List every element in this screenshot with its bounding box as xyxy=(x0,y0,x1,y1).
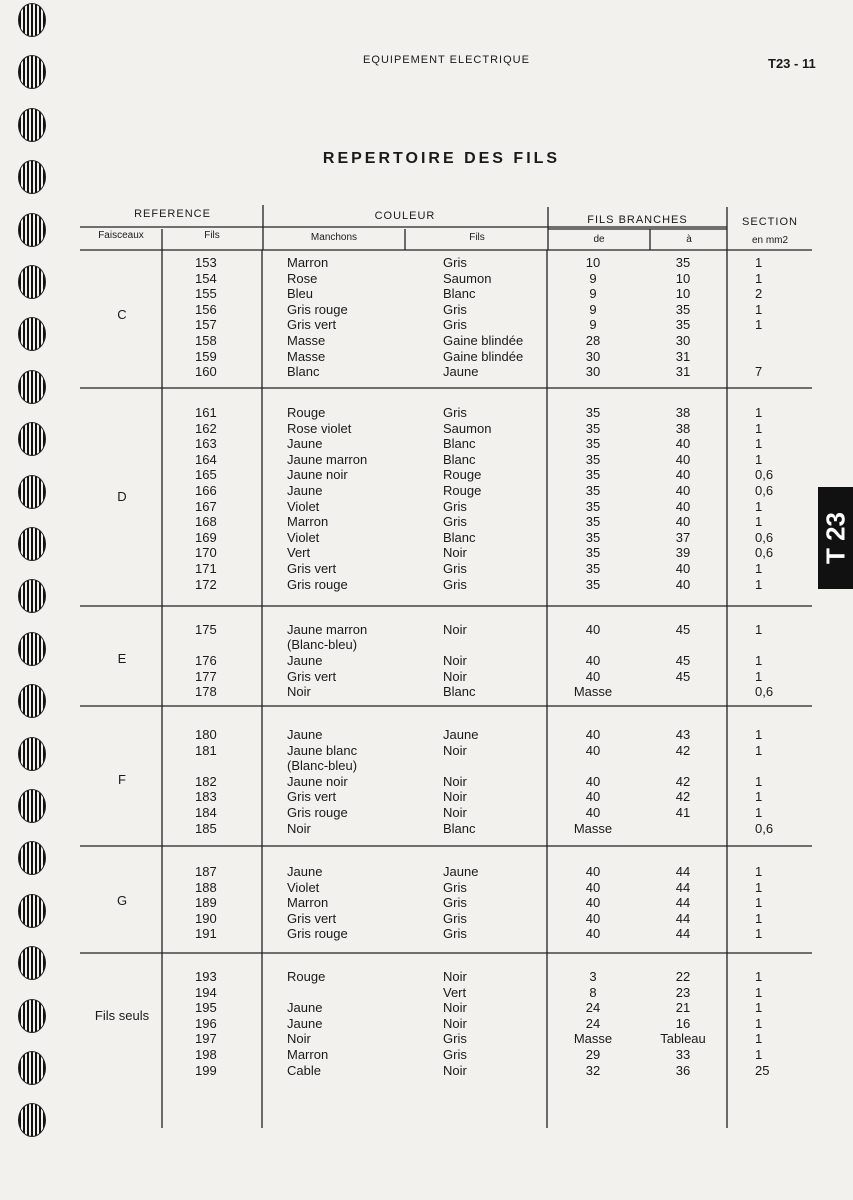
cell-de: 24 xyxy=(585,1000,601,1016)
cell-a: 22 xyxy=(675,969,691,984)
cell-fil: 176 xyxy=(195,653,217,669)
cell-fils: Gris xyxy=(443,879,467,895)
cell-section: 1 xyxy=(755,969,763,984)
cell-de: 10 xyxy=(585,255,601,270)
cell-fils: Gris xyxy=(443,498,467,514)
cell-fils: Gaine blindée xyxy=(443,348,524,364)
cell-manchon: Bleu xyxy=(287,286,314,302)
cell-fil: 190 xyxy=(195,910,217,926)
cell-section: 1 xyxy=(755,984,763,1000)
cell-fil: 198 xyxy=(195,1047,217,1062)
cell-fils: Noir xyxy=(443,1062,467,1078)
cell-section: 1 xyxy=(755,653,763,669)
header-section-unit: en mm2 xyxy=(751,235,789,246)
cell-fil: 170 xyxy=(195,545,217,561)
header-reference: REFERENCE xyxy=(134,208,211,220)
header-a: à xyxy=(686,234,692,245)
cell-a: 40 xyxy=(675,467,691,483)
cell-a: 33 xyxy=(675,1047,691,1062)
cell-a: 40 xyxy=(675,451,691,467)
cell-section: 25 xyxy=(755,1062,770,1078)
cell-fil: 163 xyxy=(195,436,217,452)
cell-de: 9 xyxy=(589,286,597,302)
cell-de: 40 xyxy=(585,773,601,789)
cell-fil: 167 xyxy=(195,498,217,514)
cell-fil: 196 xyxy=(195,1015,217,1031)
cell-manchon: Jaune xyxy=(287,1000,323,1016)
cell-section: 1 xyxy=(755,864,763,879)
header-section: SECTION xyxy=(742,216,798,228)
cell-fil: 185 xyxy=(195,820,217,836)
cell-section: 1 xyxy=(755,727,763,742)
cell-section: 1 xyxy=(755,1047,763,1062)
cell-manchon: Gris vert xyxy=(287,668,337,684)
cell-section: 1 xyxy=(755,317,763,333)
cell-section: 1 xyxy=(755,498,763,514)
cell-fil: 191 xyxy=(195,926,217,942)
cell-fils: Gaine blindée xyxy=(443,333,524,348)
cell-de: 40 xyxy=(585,895,601,911)
cell-fils: Blanc xyxy=(443,286,476,302)
cell-fils: Noir xyxy=(443,789,467,805)
cell-fil: 197 xyxy=(195,1031,217,1047)
cell-fils: Gris xyxy=(443,514,467,530)
cell-de: 40 xyxy=(585,789,601,805)
cell-section: 1 xyxy=(755,451,763,467)
group-label: E xyxy=(117,651,127,666)
cell-manchon: Violet xyxy=(287,498,320,514)
header-fils-ref: Fils xyxy=(204,230,220,241)
cell-a: Tableau xyxy=(660,1031,706,1047)
cell-fils: Noir xyxy=(443,742,467,758)
header-faisceaux: Faisceaux xyxy=(98,230,144,241)
cell-de: 9 xyxy=(589,270,597,286)
cell-de: 8 xyxy=(589,984,597,1000)
cell-a: 45 xyxy=(675,622,691,637)
cell-fil: 189 xyxy=(195,895,217,911)
cell-section: 0,6 xyxy=(755,820,774,836)
cell-manchon: Jaune xyxy=(287,653,323,669)
cell-manchon: Gris vert xyxy=(287,910,337,926)
cell-fil: 162 xyxy=(195,420,217,436)
cell-fil: 183 xyxy=(195,789,217,805)
cell-a: 42 xyxy=(675,789,691,805)
chapter-tab-label: T 23 xyxy=(820,511,850,565)
cell-de: 30 xyxy=(585,348,601,364)
cell-fils: Gris xyxy=(443,910,467,926)
group-label: F xyxy=(118,771,126,787)
cell-fils: Blanc xyxy=(443,820,476,836)
cell-a: 37 xyxy=(675,529,691,545)
header-fils-couleur: Fils xyxy=(469,232,485,243)
cell-manchon: Gris vert xyxy=(287,561,337,576)
cell-fil: 157 xyxy=(195,317,217,333)
cell-fil: 181 xyxy=(195,742,217,758)
cell-a: 36 xyxy=(675,1062,691,1078)
cell-fil: 153 xyxy=(195,255,217,270)
cell-section: 0,6 xyxy=(755,529,774,545)
cell-fil: 172 xyxy=(195,576,217,592)
cell-de: Masse xyxy=(573,820,613,836)
cell-a: 30 xyxy=(675,333,691,348)
cell-manchon: Rouge xyxy=(287,969,326,984)
cell-fils: Saumon xyxy=(443,420,492,436)
cell-manchon: Masse xyxy=(287,348,326,364)
cell-de: 40 xyxy=(585,926,601,942)
cell-section: 1 xyxy=(755,879,763,895)
cell-a: 39 xyxy=(675,545,691,561)
cell-manchon: Jaune xyxy=(287,727,323,742)
cell-section: 1 xyxy=(755,622,763,637)
cell-section: 1 xyxy=(755,926,763,942)
cell-de: 40 xyxy=(585,910,601,926)
cell-fil: 168 xyxy=(195,514,217,530)
cell-fils: Noir xyxy=(443,805,467,820)
cell-de: 35 xyxy=(585,420,601,436)
cell-manchon: Cable xyxy=(287,1062,321,1078)
cell-fil: 156 xyxy=(195,301,217,317)
cell-a: 31 xyxy=(675,364,691,380)
cell-manchon: Blanc xyxy=(287,364,320,380)
cell-fil: 175 xyxy=(195,622,217,637)
cell-a: 40 xyxy=(675,483,691,498)
cell-fils: Gris xyxy=(443,301,467,317)
cell-a: 10 xyxy=(675,270,691,286)
cell-section: 1 xyxy=(755,270,763,286)
cell-section: 0,6 xyxy=(755,545,774,561)
cell-a: 38 xyxy=(675,405,691,420)
cell-de: 40 xyxy=(585,653,601,669)
cell-fil: 195 xyxy=(195,1000,217,1016)
cell-a: 35 xyxy=(675,301,691,317)
cell-de: 32 xyxy=(585,1062,601,1078)
cell-section: 1 xyxy=(755,420,763,436)
cell-fils: Rouge xyxy=(443,467,482,483)
cell-a: 42 xyxy=(675,742,691,758)
cell-fils: Gris xyxy=(443,255,467,270)
cell-fils: Gris xyxy=(443,317,467,333)
cell-a: 10 xyxy=(675,286,691,302)
page-title: REPERTOIRE DES FILS xyxy=(322,150,561,167)
header-fils-branches: FILS BRANCHES xyxy=(587,214,688,226)
cell-section: 1 xyxy=(755,436,763,452)
cell-a: 16 xyxy=(675,1015,691,1031)
cell-fils: Noir xyxy=(443,545,467,561)
cell-fils: Blanc xyxy=(443,529,476,545)
cell-fils: Noir xyxy=(443,969,467,984)
group-label: G xyxy=(116,893,128,908)
cell-section: 1 xyxy=(755,1031,763,1047)
cell-de: 35 xyxy=(585,561,601,576)
cell-a: 44 xyxy=(675,895,691,911)
cell-a: 35 xyxy=(675,317,691,333)
cell-fils: Gris xyxy=(443,561,467,576)
cell-section: 1 xyxy=(755,789,763,805)
cell-de: 40 xyxy=(585,622,601,637)
cell-section: 1 xyxy=(755,301,763,317)
cell-fils: Jaune xyxy=(443,727,479,742)
cell-fil: 154 xyxy=(195,270,217,286)
cell-manchon: Jaune xyxy=(287,436,323,452)
cell-fil: 169 xyxy=(195,529,217,545)
cell-fils: Gris xyxy=(443,895,467,911)
cell-fil: 158 xyxy=(195,333,217,348)
cell-a: 44 xyxy=(675,910,691,926)
group-label: C xyxy=(117,307,127,323)
cell-section: 1 xyxy=(755,910,763,926)
cell-fil: 193 xyxy=(195,969,217,984)
group-label: D xyxy=(117,488,127,504)
cell-manchon: Rose xyxy=(287,270,318,286)
cell-fils: Noir xyxy=(443,1000,467,1016)
cell-de: 35 xyxy=(585,545,601,561)
cell-a: 35 xyxy=(675,255,691,270)
cell-fil: 164 xyxy=(195,451,217,467)
header-manchons: Manchons xyxy=(310,232,358,243)
cell-fils: Noir xyxy=(443,773,467,789)
cell-manchon: Gris rouge xyxy=(287,301,348,317)
cell-de: 30 xyxy=(585,364,601,380)
cell-section: 1 xyxy=(755,895,763,911)
cell-a: 40 xyxy=(675,561,691,576)
cell-a: 45 xyxy=(675,668,691,684)
cell-section: 1 xyxy=(755,805,763,820)
cell-manchon: Rose violet xyxy=(287,420,352,436)
cell-de: Masse xyxy=(573,1031,613,1047)
cell-manchon: Marron xyxy=(287,255,329,270)
cell-manchon: Noir xyxy=(287,820,311,836)
cell-de: 35 xyxy=(585,498,601,514)
cell-a: 44 xyxy=(675,864,691,879)
cell-manchon: Gris rouge xyxy=(287,576,348,592)
cell-section: 0,6 xyxy=(755,684,774,700)
cell-manchon: Gris rouge xyxy=(287,805,348,820)
cell-manchon: Jaune marron xyxy=(287,451,368,467)
cell-de: 40 xyxy=(585,727,601,742)
cell-a: 45 xyxy=(675,653,691,669)
cell-manchon: Vert xyxy=(287,545,311,561)
cell-de: 35 xyxy=(585,436,601,452)
header-couleur: COULEUR xyxy=(374,210,436,222)
cell-manchon: Marron xyxy=(287,514,329,530)
cell-de: 35 xyxy=(585,576,601,592)
cell-manchon: Jaune blanc (Blanc-bleu) xyxy=(287,742,358,773)
cell-de: 9 xyxy=(589,317,597,333)
cell-fils: Rouge xyxy=(443,483,482,498)
cell-a: 23 xyxy=(675,984,691,1000)
cell-a: 40 xyxy=(675,576,691,592)
cell-fils: Noir xyxy=(443,1015,467,1031)
cell-section: 7 xyxy=(755,364,763,380)
cell-de: 9 xyxy=(589,301,597,317)
cell-fil: 187 xyxy=(195,864,217,879)
cell-section: 1 xyxy=(755,514,763,530)
cell-a: 40 xyxy=(675,498,691,514)
cell-fil: 182 xyxy=(195,773,217,789)
cell-manchon: Violet xyxy=(287,529,320,545)
cell-manchon: Jaune noir xyxy=(287,467,348,483)
cell-fils: Saumon xyxy=(443,270,492,286)
cell-de: 29 xyxy=(585,1047,601,1062)
cell-de: 40 xyxy=(585,742,601,758)
cell-manchon: Violet xyxy=(287,879,320,895)
cell-de: 40 xyxy=(585,879,601,895)
cell-manchon: Jaune xyxy=(287,483,323,498)
cell-fils: Gris xyxy=(443,926,467,942)
cell-de: 35 xyxy=(585,451,601,467)
cell-section: 1 xyxy=(755,561,763,576)
cell-section: 1 xyxy=(755,405,763,420)
header-de: de xyxy=(593,234,605,245)
cell-section: 0,6 xyxy=(755,483,774,498)
cell-fils: Noir xyxy=(443,622,467,637)
cell-de: 3 xyxy=(589,969,597,984)
cell-fils: Gris xyxy=(443,1031,467,1047)
cell-a: 40 xyxy=(675,436,691,452)
cell-fil: 165 xyxy=(195,467,217,483)
cell-section: 0,6 xyxy=(755,467,774,483)
cell-fil: 166 xyxy=(195,483,217,498)
cell-section: 1 xyxy=(755,255,763,270)
cell-fil: 171 xyxy=(195,561,217,576)
cell-fil: 184 xyxy=(195,805,217,820)
cell-section: 1 xyxy=(755,1000,763,1016)
cell-manchon: Noir xyxy=(287,684,311,700)
cell-manchon: Marron xyxy=(287,1047,329,1062)
cell-de: 35 xyxy=(585,529,601,545)
cell-fil: 160 xyxy=(195,364,217,380)
cell-fils: Gris xyxy=(443,1047,467,1062)
cell-fils: Gris xyxy=(443,576,467,592)
page-reference: T23 - 11 xyxy=(768,56,816,71)
cell-de: 28 xyxy=(585,333,601,348)
cell-manchon: Jaune marron (Blanc-bleu) xyxy=(287,622,368,652)
cell-de: 40 xyxy=(585,805,601,820)
cell-fils: Jaune xyxy=(443,364,479,380)
cell-fil: 194 xyxy=(195,984,217,1000)
cell-section: 1 xyxy=(755,1015,763,1031)
cell-a: 42 xyxy=(675,773,691,789)
cell-de: 40 xyxy=(585,668,601,684)
group-label: Fils seuls xyxy=(94,1007,150,1023)
cell-manchon: Marron xyxy=(287,895,329,911)
cell-manchon: Gris vert xyxy=(287,317,337,333)
cell-de: Masse xyxy=(573,684,613,700)
cell-fils: Jaune xyxy=(443,864,479,879)
cell-de: 24 xyxy=(585,1015,601,1031)
cell-manchon: Jaune xyxy=(287,864,323,879)
cell-fils: Blanc xyxy=(443,436,476,452)
cell-fil: 177 xyxy=(195,668,217,684)
cell-a: 41 xyxy=(675,805,691,820)
cell-fil: 188 xyxy=(195,879,217,895)
cell-fils: Blanc xyxy=(443,684,476,700)
cell-de: 35 xyxy=(585,405,601,420)
cell-manchon: Rouge xyxy=(287,405,326,420)
cell-section: 1 xyxy=(755,773,763,789)
cell-a: 38 xyxy=(675,420,691,436)
cell-section: 1 xyxy=(755,668,763,684)
cell-fils: Noir xyxy=(443,668,467,684)
cell-manchon: Masse xyxy=(287,333,326,348)
cell-fil: 199 xyxy=(195,1062,217,1078)
cell-manchon: Gris rouge xyxy=(287,926,348,942)
cell-fil: 159 xyxy=(195,348,217,364)
cell-a: 21 xyxy=(675,1000,691,1016)
cell-manchon: Gris vert xyxy=(287,789,337,805)
cell-fils: Vert xyxy=(443,984,467,1000)
cell-manchon: Noir xyxy=(287,1031,311,1047)
cell-manchon: Jaune xyxy=(287,1015,323,1031)
cell-fils: Noir xyxy=(443,653,467,669)
cell-a: 31 xyxy=(675,348,691,364)
cell-de: 35 xyxy=(585,514,601,530)
cell-a: 43 xyxy=(675,727,691,742)
cell-a: 44 xyxy=(675,926,691,942)
cell-fils: Gris xyxy=(443,405,467,420)
cell-fils: Blanc xyxy=(443,451,476,467)
cell-de: 35 xyxy=(585,467,601,483)
cell-section: 2 xyxy=(755,286,763,302)
cell-a: 44 xyxy=(675,879,691,895)
cell-fil: 178 xyxy=(195,684,217,700)
section-title: EQUIPEMENT ELECTRIQUE xyxy=(363,54,530,66)
cell-a: 40 xyxy=(675,514,691,530)
cell-fil: 155 xyxy=(195,286,217,302)
cell-de: 40 xyxy=(585,864,601,879)
cell-de: 35 xyxy=(585,483,601,498)
cell-section: 1 xyxy=(755,742,763,758)
cell-manchon: Jaune noir xyxy=(287,773,348,789)
cell-fil: 161 xyxy=(195,405,217,420)
cell-fil: 180 xyxy=(195,727,217,742)
cell-section: 1 xyxy=(755,576,763,592)
